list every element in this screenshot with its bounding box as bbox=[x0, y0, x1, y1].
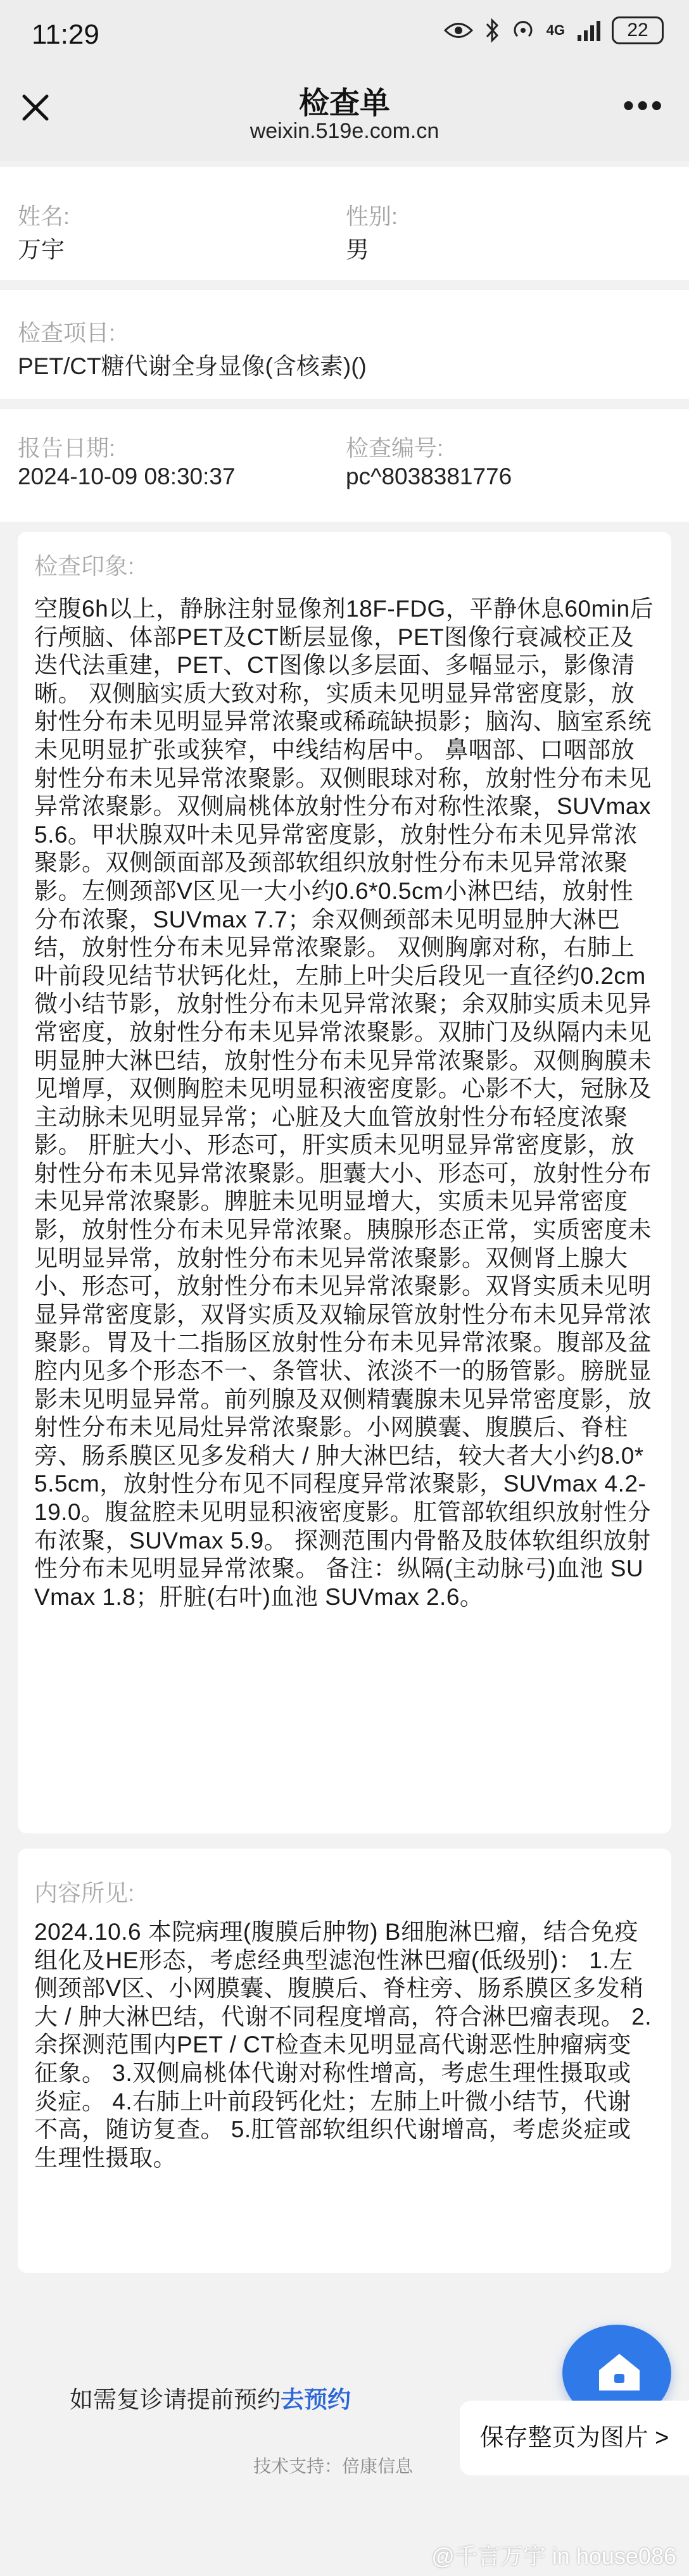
signal-icon bbox=[576, 20, 600, 41]
revisit-tip bbox=[70, 2380, 351, 2415]
findings-text: 2024.10.6 本院病理(腹膜后肿物) B细胞淋巴瘤，结合免疫组化及HE形态，考虑经典型滤泡性淋巴瘤(低级别)： 1.左侧颈部V区、小网膜囊、腹膜后、脊柱旁、肠系膜区多发稍大 / 肿大淋巴结，代谢不同程度增高，符合淋巴瘤表现。 2.余探测范围内PET / CT检查未见明显高代谢恶性肿瘤病变征象。 3.双侧扁桃体代谢对称性增高，考虑生理性摄取或炎症。 4.右肺上叶前段钙化灶；左肺上叶微小结节，代谢不高，随访复查。 5.肛管部软组织代谢增高，考虑炎症或生理性摄取。 bbox=[34, 1919, 652, 2171]
findings-label: 内容所见: bbox=[34, 1880, 135, 1906]
impression-text: 空腹6h以上，静脉注射显像剂18F-FDG，平静休息60min后行颅脑、体部PET及CT断层显像，PET图像行衰减校正及迭代法重建，PET、CT图像以多层面、多幅显示，影像清晰。 双侧脑实质大致对称，实质未见明显异常密度影，放射性分布未见明显异常浓聚或稀疏缺损影；脑沟、脑室系统未见明显扩张或狭窄，中线结构居中。 鼻咽部、口咽部放射性分布未见异常浓聚影。双侧眼球对称，放射性分布未见异常浓聚影。双侧扁桃体放射性分布对称性浓聚，SUVmax 5.6。甲状腺双叶未见异常密度影，放射性分布未见异常浓聚影。双侧颌面部及颈部软组织放射性分布未见异常浓聚影。左侧颈部V区见一大小约0.6*0.5cm小淋巴结，放射性分布浓聚，SUVmax 7.7；余双侧颈部未见明显肿大淋巴结，放射性分布未见异常浓聚影。 双侧胸廓对称，右肺上叶前段见结节状钙化灶，左肺上叶尖后段见一直径约0.2cm微小结节影，放射性分布未见异常浓聚；余双肺实质未见异常密度，放射性分布未见异常浓聚影。双肺门及纵隔内未见明显肿大淋巴结，放射性分布未见异常浓聚影。双侧胸膜未见增厚，双侧胸腔未见明显积液密度影。心影不大，冠脉及主动脉未见明显异常；心脏及大血管放射性分布轻度浓聚影。 肝脏大小、形态可，肝实质未见明显异常密度影，放射性分布未见异常浓聚影。胆囊大小、形态可，放射性分布未见异常浓聚影。脾脏未见明显增大，实质未见异常密度影，放射性分布未见异常浓聚。胰腺形态正常，实质密度未见明显异常，放射性分布未见异常浓聚影。双侧肾上腺大小、形态可，放射性分布未见异常浓聚影。双肾实质未见明显异常密度影，双肾实质及双输尿管放射性分布未见异常浓聚影。胃及十二指肠区放射性分布未见异常浓聚。腹部及盆腔内见多个形态不一、条管状、浓淡不一的肠管影。膀胱显影未见明显异常。前列腺及双侧精囊腺未见异常密度影，放射性分布未见局灶异常浓聚影。小网膜囊、腹膜后、脊柱旁、肠系膜区见多发稍大 / 肿大淋巴结，较大者大小约8.0*5.5cm，放射性分布见不同程度异常浓聚影，SUVmax 4.2-19.0。腹盆腔未见明显积液密度影。肛管部软组织放射性分布浓聚，SUVmax 5.9。 探测范围内骨骼及肢体软组织放射性分布未见明显异常浓聚。 备注：纵隔(主动脉弓)血池 SUVmax 1.8；肝脏(右叶)血池 SUVmax 2.6。 bbox=[34, 596, 654, 1610]
more-options-icon[interactable]: ••• bbox=[623, 87, 665, 124]
tech-support-text: 技术支持：倍康信息 bbox=[253, 2456, 414, 2476]
report-number-label: 检查编号: bbox=[346, 435, 444, 461]
patient-section bbox=[0, 167, 689, 280]
findings-card bbox=[18, 1849, 671, 2273]
revisit-tip-text: 如需复诊请提前预约 bbox=[70, 2387, 281, 2413]
report-section bbox=[0, 409, 689, 522]
impression-card bbox=[18, 532, 671, 1833]
exam-item-value: PET/CT糖代谢全身显像(含核素)() bbox=[18, 353, 367, 379]
exam-item-label: 检查项目: bbox=[18, 320, 116, 346]
patient-sex: 男 bbox=[346, 237, 369, 263]
report-date-label: 报告日期: bbox=[18, 435, 116, 461]
book-appointment-link[interactable]: 去预约 bbox=[281, 2387, 351, 2413]
home-icon bbox=[594, 2350, 645, 2394]
eye-icon bbox=[444, 21, 473, 40]
report-date: 2024-10-09 08:30:37 bbox=[18, 463, 236, 489]
sex-label: 性别: bbox=[346, 203, 398, 229]
status-time: 11:29 bbox=[32, 19, 99, 50]
exam-item-section bbox=[0, 290, 689, 399]
status-icons bbox=[444, 16, 664, 44]
battery-level: 22 bbox=[627, 20, 648, 41]
battery-icon bbox=[612, 16, 664, 44]
name-label: 姓名: bbox=[18, 203, 70, 229]
network-label: 4G bbox=[546, 22, 565, 38]
patient-name: 万宇 bbox=[18, 237, 65, 263]
bluetooth-icon bbox=[484, 18, 500, 43]
hotspot-icon bbox=[511, 18, 535, 42]
watermark: @千言万宇 in house086 bbox=[431, 2543, 676, 2569]
nav-bar bbox=[0, 71, 689, 161]
report-number: pc^8038381776 bbox=[346, 463, 512, 489]
status-bar bbox=[0, 0, 689, 71]
page-url: weixin.519e.com.cn bbox=[250, 119, 439, 143]
tech-support bbox=[253, 2453, 413, 2478]
save-page-as-image-button[interactable]: 保存整页为图片 > bbox=[460, 2401, 689, 2475]
page-title: 检查单 bbox=[298, 87, 390, 120]
impression-label: 检查印象: bbox=[34, 553, 135, 579]
